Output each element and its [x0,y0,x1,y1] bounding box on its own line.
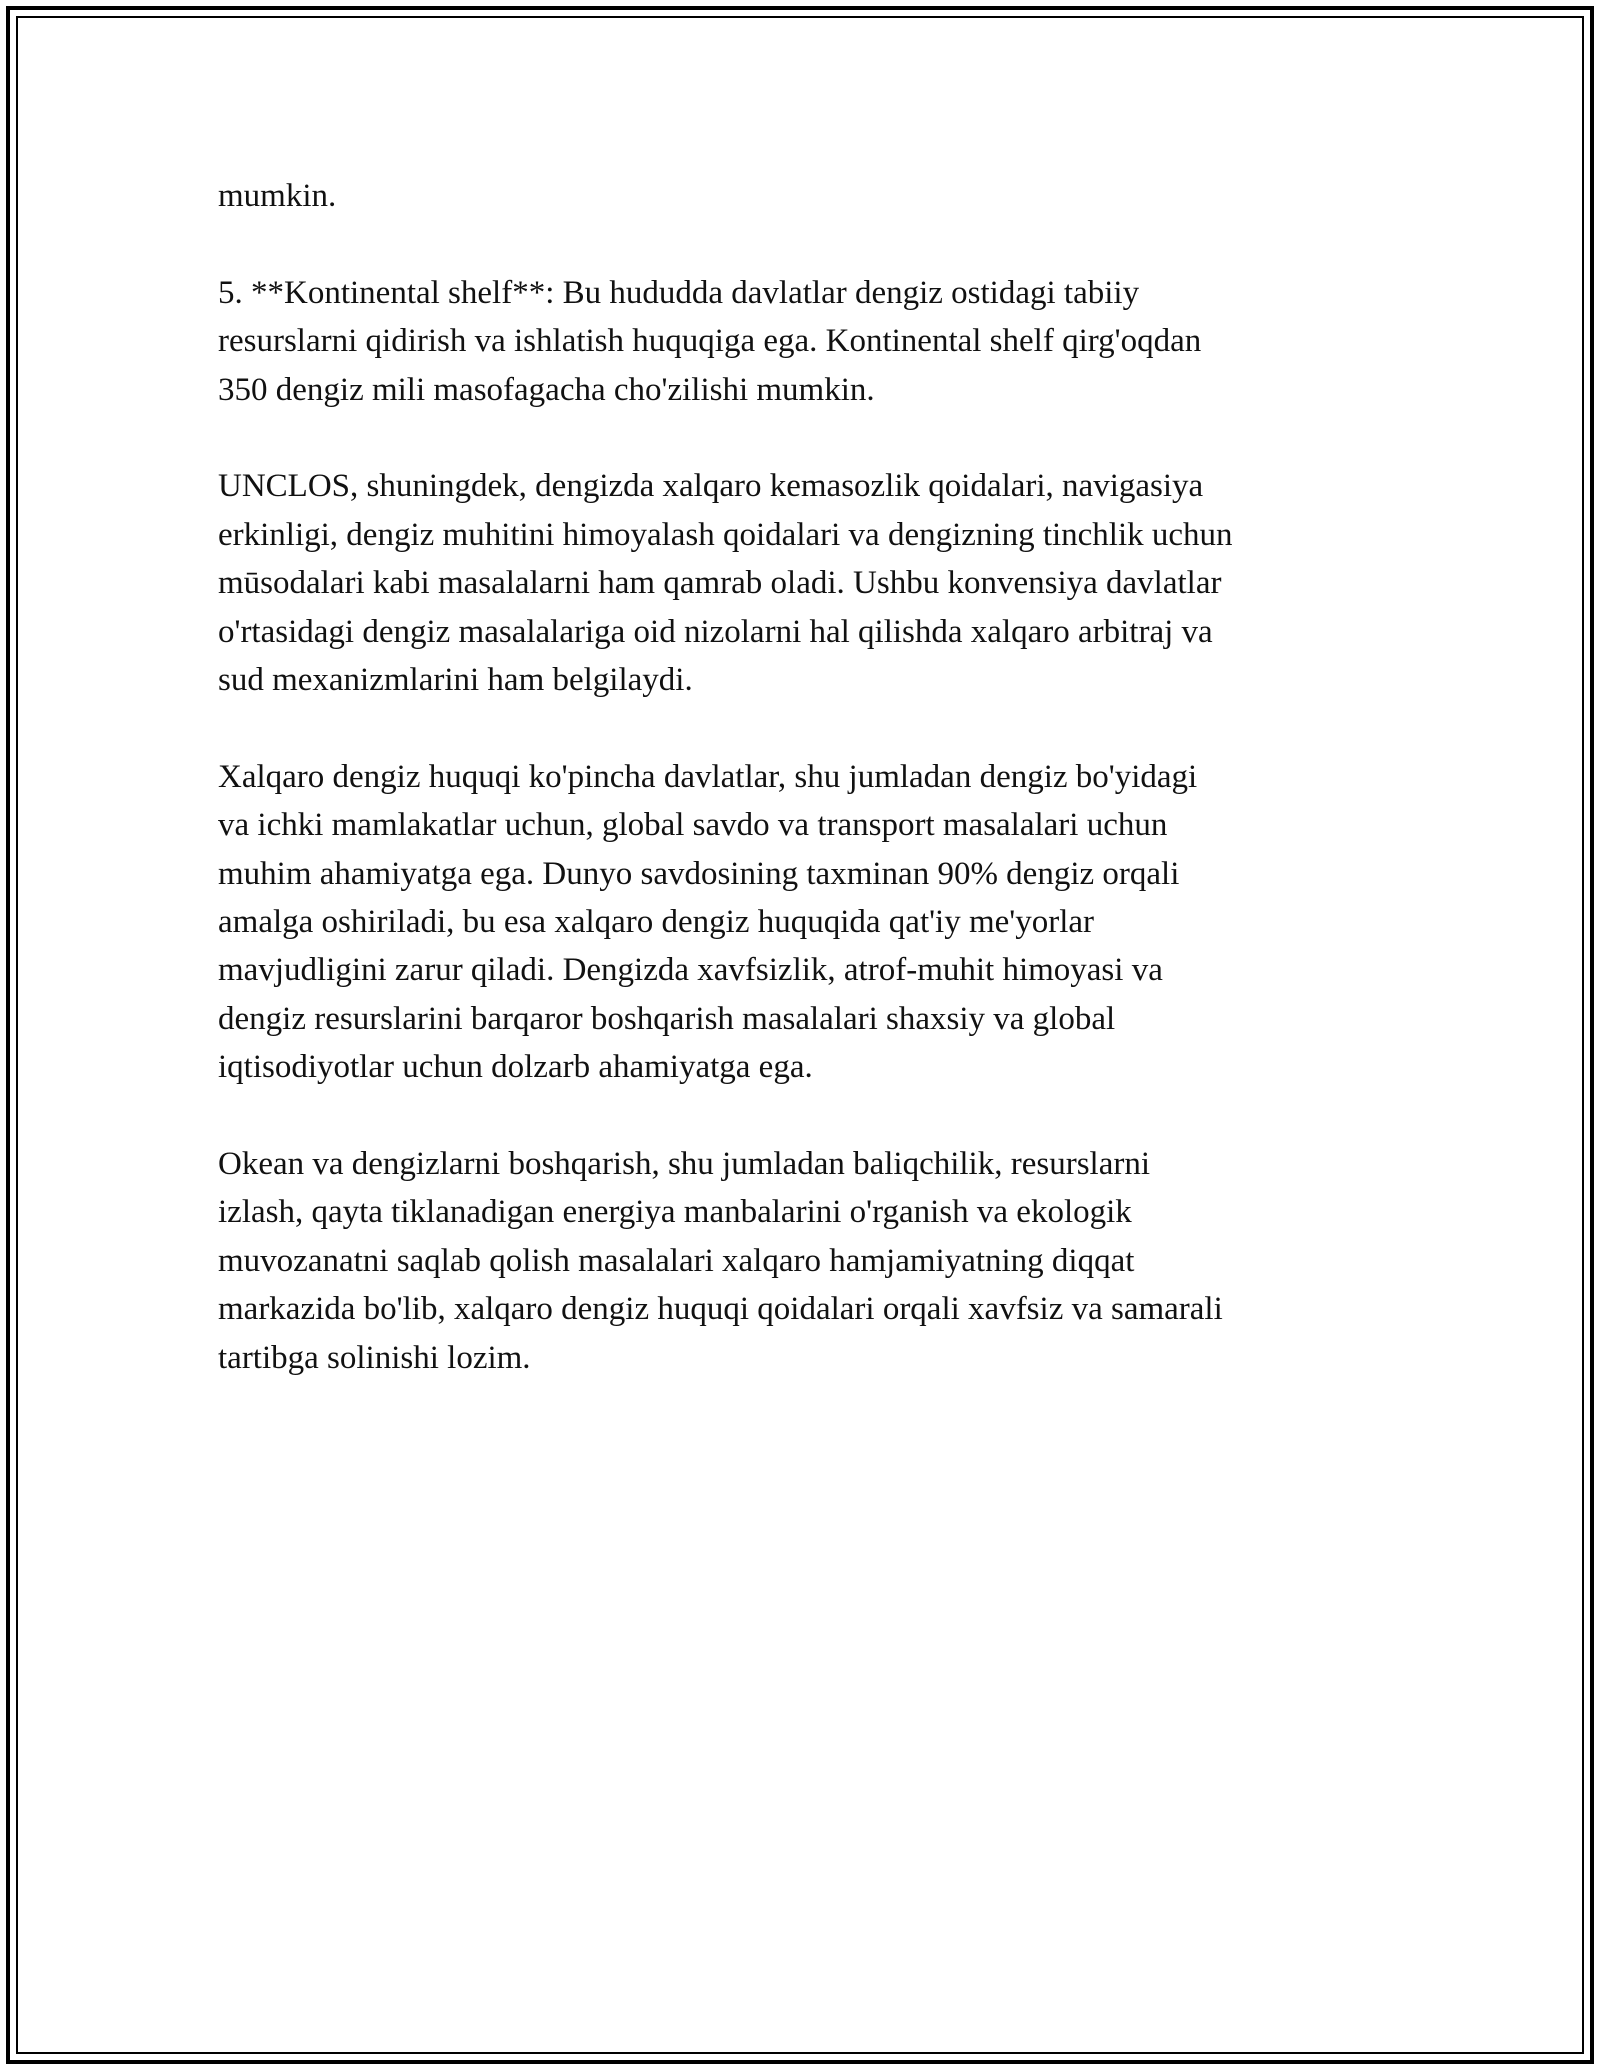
text-line: dengiz resurslarini barqaror boshqarish masalalari shaxsiy va global [218,1000,1116,1037]
text-line: mūsodalari kabi masalalarni ham qamrab oladi. Ushbu konvensiya davlatlar [218,565,1222,602]
text-line: mumkin. [218,178,337,214]
text-line: 5. **Kontinental shelf**: Bu hududda davlatlar dengiz ostidagi tabiiy [218,274,1140,311]
text-line: 350 dengiz mili masofagacha cho'zilishi mumkin. [218,371,875,408]
text-line: muvozanatni saqlab qolish masalalari xalqaro hamjamiyatning diqqat [218,1242,1135,1279]
text-line: Okean va dengizlarni boshqarish, shu jumladan baliqchilik, resurslarni [218,1146,1151,1183]
text-line: muhim ahamiyatga ega. Dunyo savdosining taxminan 90% dengiz orqali [218,855,1180,892]
text-line: va ichki mamlakatlar uchun, global savdo va transport masalalari uchun [218,807,1168,844]
text-line: mavjudligini zarur qiladi. Dengizda xavfsizlik, atrof-muhit himoyasi va [218,952,1163,989]
text-line: o'rtasidagi dengiz masalalariga oid nizolarni hal qilishda xalqaro arbitraj va [218,613,1213,650]
text-line: izlash, qayta tiklanadigan energiya manbalarini o'rganish va ekologik [218,1194,1132,1231]
text-line: sud mexanizmlarini ham belgilaydi. [218,662,693,699]
text-line: Xalqaro dengiz huquqi ko'pincha davlatlar, shu jumladan dengiz bo'yidagi [218,758,1198,795]
text-line: markazida bo'lib, xalqaro dengiz huquqi qoidalari orqali xavfsiz va samarali [218,1291,1223,1328]
text-line: tartibga solinishi lozim. [218,1339,531,1376]
paragraph-unclos [218,462,1378,704]
text-line: erkinligi, dengiz muhitini himoyalash qoidalari va dengizning tinchlik uchun [218,516,1233,553]
paragraph-international-maritime-law [218,753,1378,1092]
text-line: iqtisodiyotlar uchun dolzarb ahamiyatga ega. [218,1049,813,1086]
paragraph-continental-shelf [218,269,1378,414]
text-line: amalga oshiriladi, bu esa xalqaro dengiz huquqida qat'iy me'yorlar [218,904,1095,941]
paragraph-ocean-governance [218,1140,1378,1382]
paragraph-continuation [218,172,1378,220]
document-body [218,172,1378,1430]
text-line: UNCLOS, shuningdek, dengizda xalqaro kemasozlik qoidalari, navigasiya [218,468,1204,505]
text-line: resurslarni qidirish va ishlatish huquqiga ega. Kontinental shelf qirg'oqdan [218,323,1202,360]
